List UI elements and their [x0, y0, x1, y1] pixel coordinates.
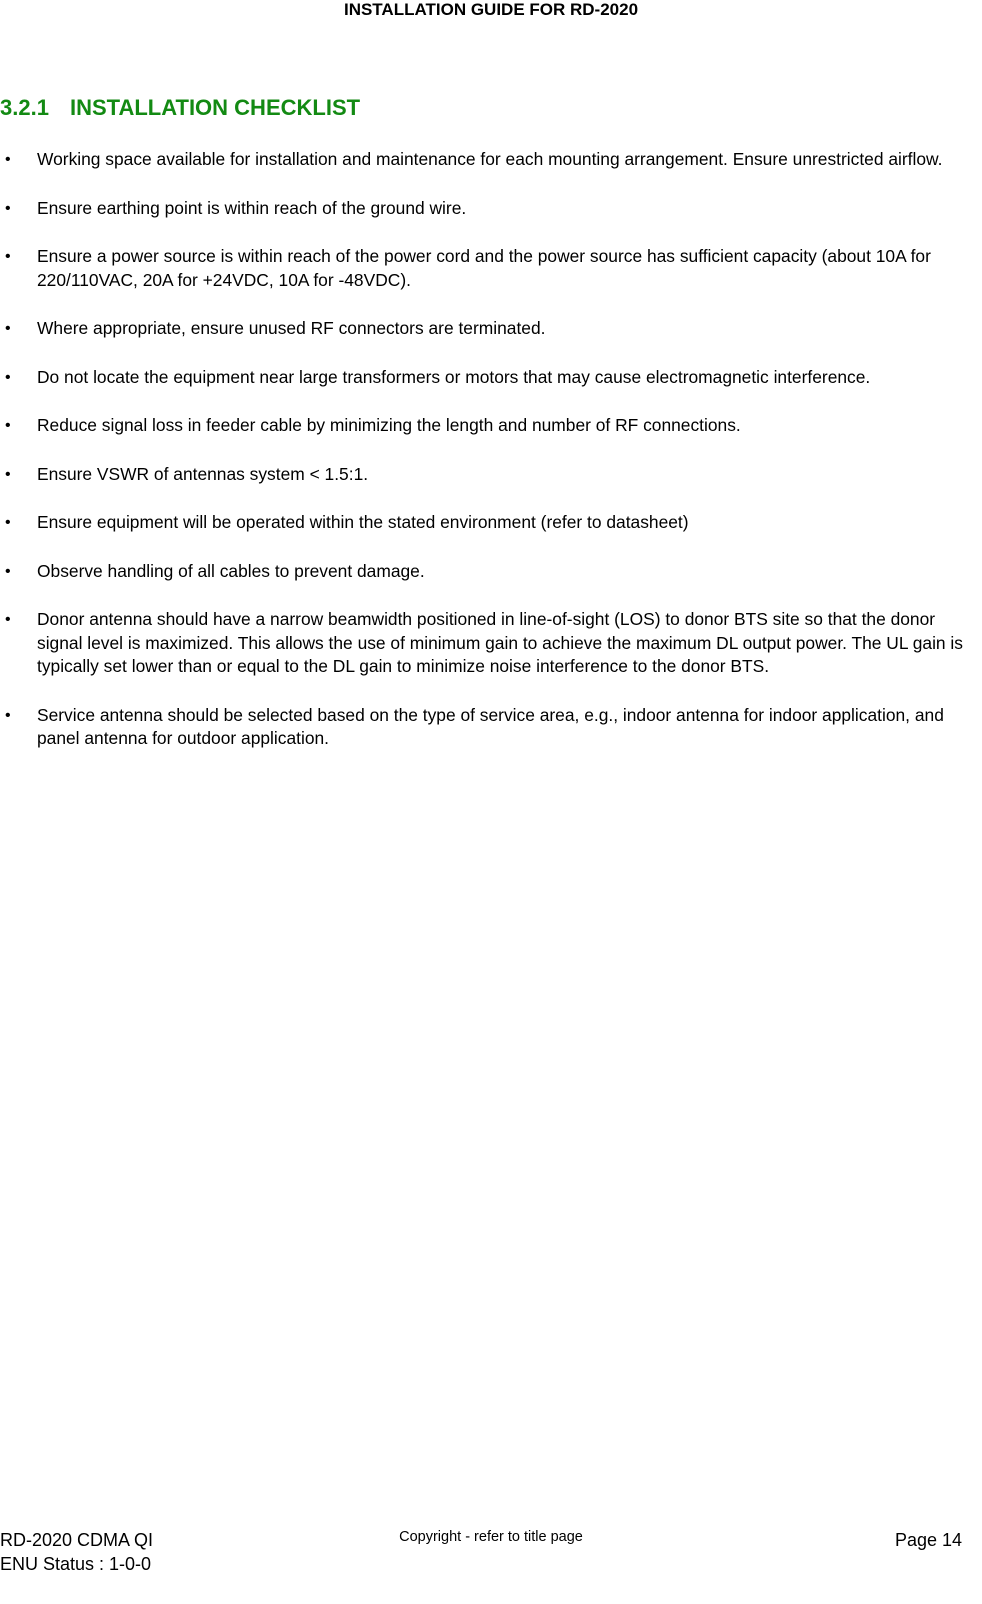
checklist-item	[0, 704, 982, 751]
checklist-item	[0, 608, 982, 679]
bullet-icon: •	[5, 611, 11, 628]
checklist-item	[0, 463, 982, 487]
checklist-item-text: Donor antenna should have a narrow beamwidth positioned in line-of-sight (LOS) to donor BTS site so that the donor signal level is maximized. This allows the use of minimum gain to achieve the maximum DL output power. The UL gain is typically set lower than or equal to the DL gain to minimize noise interference to the donor BTS.	[37, 609, 963, 676]
bullet-icon: •	[5, 514, 11, 531]
section-title: INSTALLATION CHECKLIST	[70, 95, 361, 120]
checklist-item	[0, 197, 982, 221]
footer-copyright: Copyright - refer to title page	[399, 1529, 583, 1545]
footer-status: ENU Status : 1-0-0	[0, 1554, 152, 1574]
checklist-item-text: Service antenna should be selected based on the type of service area, e.g., indoor antenna for indoor application, and panel antenna for outdoor application.	[37, 704, 944, 748]
checklist-item	[0, 148, 982, 172]
bullet-icon: •	[5, 368, 11, 386]
installation-checklist	[0, 148, 982, 776]
bullet-icon: •	[5, 151, 11, 168]
checklist-item-text: Do not locate the equipment near large transformers or motors that may cause electromagnetic interference.	[37, 366, 871, 387]
checklist-item-text: Observe handling of all cables to prevent damage.	[37, 560, 425, 581]
checklist-item-text: Ensure earthing point is within reach of the ground wire.	[37, 197, 467, 218]
bullet-icon: •	[5, 199, 11, 217]
checklist-item-text: Where appropriate, ensure unused RF connectors are terminated.	[37, 318, 546, 338]
footer-doc-id: RD-2020 CDMA QI	[0, 1530, 154, 1550]
bullet-icon: •	[5, 320, 11, 337]
checklist-item-text: Reduce signal loss in feeder cable by minimizing the length and number of RF connections.	[37, 415, 741, 435]
bullet-icon: •	[5, 248, 11, 265]
bullet-icon: •	[5, 706, 11, 724]
bullet-icon: •	[5, 465, 11, 483]
checklist-item-text: Ensure equipment will be operated within the stated environment (refer to datasheet)	[37, 512, 689, 532]
checklist-item	[0, 317, 982, 341]
checklist-item-text: Working space available for installation and maintenance for each mounting arrangement. Ensure unrestricted airflow.	[37, 149, 943, 169]
checklist-item	[0, 366, 982, 390]
footer-page-number: Page 14	[894, 1530, 962, 1550]
section-number: 3.2.1	[0, 95, 49, 120]
checklist-item	[0, 511, 982, 535]
checklist-item-text: Ensure a power source is within reach of the power cord and the power source has sufficient capacity (about 10A for 220/110VAC, 20A for +24VDC, 10A for -48VDC).	[37, 246, 931, 290]
bullet-icon: •	[5, 417, 11, 434]
checklist-item	[0, 245, 982, 292]
bullet-icon: •	[5, 562, 11, 580]
running-header: INSTALLATION GUIDE FOR RD-2020	[343, 0, 639, 19]
checklist-item	[0, 414, 982, 438]
section-heading	[0, 94, 360, 122]
checklist-item-text: Ensure VSWR of antennas system < 1.5:1.	[37, 463, 369, 484]
checklist-item	[0, 560, 982, 584]
